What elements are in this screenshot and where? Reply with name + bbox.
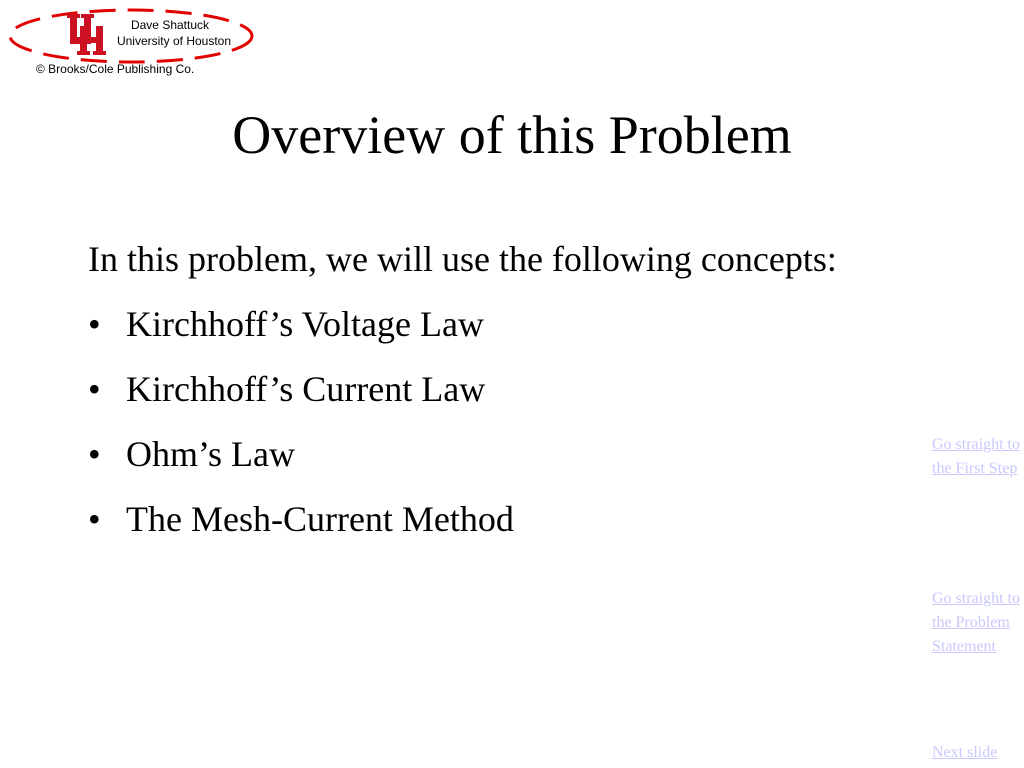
concept-item-kcl <box>88 362 888 416</box>
concept-item-ohms-law <box>88 427 888 481</box>
concept-item-kvl <box>88 297 888 351</box>
concept-label: Kirchhoff’s Current Law <box>126 369 486 409</box>
bullet-icon: • <box>88 304 101 344</box>
concept-label: The Mesh-Current Method <box>126 499 514 539</box>
concept-item-mesh-current <box>88 492 888 546</box>
next-slide-link[interactable]: Next slide <box>932 744 998 761</box>
bullet-icon: • <box>88 369 101 409</box>
slide-title: Overview of this Problem <box>232 105 792 165</box>
intro-text: In this problem, we will use the following concepts: <box>88 239 837 279</box>
copyright-notice: © Brooks/Cole Publishing Co. <box>36 62 195 76</box>
logo-university: University of Houston <box>116 34 232 48</box>
concept-label: Ohm’s Law <box>126 434 295 474</box>
concept-list <box>88 297 888 546</box>
slide-body <box>88 232 888 557</box>
go-to-first-step-link[interactable]: Go straight to the First Step <box>932 436 1020 477</box>
bullet-icon: • <box>88 434 101 474</box>
go-to-problem-statement-link[interactable]: Go straight to the Problem Statement <box>932 590 1020 655</box>
logo-author: Dave Shattuck <box>130 18 210 32</box>
concept-label: Kirchhoff’s Voltage Law <box>126 304 484 344</box>
bullet-icon: • <box>88 499 101 539</box>
